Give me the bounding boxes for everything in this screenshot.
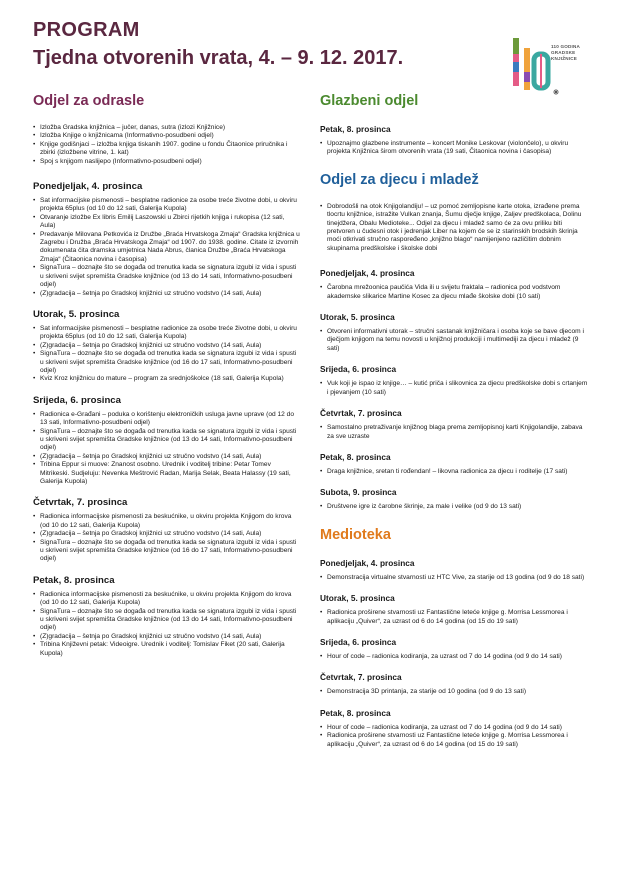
- list-item: • Radionica proširene stvarnosti uz Fantastične leteće knjige g. Morrisa Lessmorea i aplikaciju „Quiver“, za uzrast od 6 do 14 godina (od 15 do 19 sati): [320, 732, 590, 749]
- day-block: [320, 312, 590, 353]
- list-item: • Spoj s knjigom naslijepo (Informativno-posudbeni odjel): [33, 158, 301, 166]
- day-heading: Utorak, 5. prosinca: [320, 593, 395, 604]
- list-item: • Hour of code – radionica kodiranja, za uzrast od 7 do 14 godina (od 9 do 14 sati): [320, 724, 590, 732]
- right-column: [320, 92, 590, 760]
- list-item: • Dobrodošli na otok Knjigolandiju! – uz pomoć zemljopisne karte otoka, izrađene prema tlocrtu knjižnice, istražite Vulkan znanja, Šumu dječje knjige, Zaljev predškolaca, Dolinu tinejdžera, Obalu Medioteke... Odjel za djecu i mladež samo će za ovu priliku biti pretvoren u čudesni otok i jedrenjak Liber na kojem će se iz starinskih brodskih škrinja moći otkrivati stručno raspoređeno „knjižno blago“ namijenjeno različitim dobnim skupinama predškolske i školske dobi: [320, 203, 590, 253]
- day-block: [33, 497, 301, 563]
- list-item: • Tribina Eppur si muove: Znanost osobno. Urednik i voditelj tribine: Petar Tomev Mitrikeski. Sudjeluju: Nevenka Meštrović Radan, Marija Selak, Beata Halassy (19 sati, Galerija Kupola): [33, 461, 301, 486]
- list-item: • Tribina Književni petak: Videoigre. Urednik i voditelj: Tomislav Fiket (20 sati, Galerija Kupola): [33, 641, 301, 658]
- event-list: [320, 140, 590, 157]
- section-djeca: [320, 171, 590, 512]
- day-block: [320, 487, 590, 511]
- list-item: • (Z)gradacija – šetnja po Gradskoj knjižnici uz stručno vodstvo (14 sati, Aula): [33, 342, 301, 350]
- list-item: • Izložba Gradska knjižnica – jučer, danas, sutra (izlozi Knjižnice): [33, 124, 301, 132]
- list-item: • (Z)gradacija – šetnja po Gradskoj knjižnici uz stručno vodstvo (14 sati, Aula): [33, 453, 301, 461]
- list-item: • Izložba Knjige o knjižnicama (Informativno-posudbeni odjel): [33, 132, 301, 140]
- day-block: [33, 181, 301, 298]
- day-block: [320, 452, 590, 476]
- section-odrasle: [33, 92, 301, 658]
- section-title-odrasle: Odjel za odrasle: [33, 93, 145, 109]
- day-block: [320, 593, 590, 626]
- section-title-medioteka: Medioteka: [320, 526, 391, 543]
- djeca-intro-list: [320, 203, 590, 253]
- list-item: • Radionica e-Građani – poduka o korištenju elektroničkih usluga javne uprave (od 12 do 13 sati, Informativno-posudbeni odjel): [33, 411, 301, 428]
- list-item: • Društvene igre iz čarobne škrinje, za male i velike (od 9 do 13 sati): [320, 503, 590, 511]
- list-item: • SignaTura – doznajte što se događa od trenutka kada se signatura izgubi iz vida i spusti u skriveni svijet spremišta Gradske knjižnice (od 13 do 14 sati, Informativno-posudbeni odjel): [33, 608, 301, 633]
- list-item: • Otvaranje izložbe Ex libris Emilij Laszowski u Zbirci rijetkih knjiga i rukopisa (12 sati, Aula): [33, 214, 301, 231]
- day-block: [33, 575, 301, 658]
- event-list: [320, 424, 590, 441]
- day-heading: Utorak, 5. prosinca: [33, 308, 120, 320]
- page-title: PROGRAM: [33, 19, 140, 41]
- day-heading: Petak, 8. prosinca: [33, 574, 115, 586]
- logo-110-graphic: [510, 30, 600, 100]
- list-item: • Samostalno pretraživanje knjižnog blaga prema zemljopisnoj karti Knjigolandije, zabava za sve uzraste: [320, 424, 590, 441]
- list-item: • Vuk koji je ispao iz knjige… – kutić priča i slikovnica za djecu predškolske dobi s crtanjem i pjevanjem (10 sati): [320, 380, 590, 397]
- day-heading: Petak, 8. prosinca: [320, 124, 391, 134]
- section-title-glazbeni: Glazbeni odjel: [320, 93, 419, 109]
- day-heading: Subota, 9. prosinca: [320, 487, 397, 498]
- event-list: [33, 325, 301, 384]
- day-heading: Srijeda, 6. prosinca: [320, 636, 397, 647]
- list-item: • Demonstracija virtualne stvarnosti uz HTC Vive, za starije od 13 godina (od 9 do 18 sati): [320, 574, 590, 582]
- odrasle-content: [33, 124, 301, 658]
- day-heading: Ponedjeljak, 4. prosinca: [320, 557, 415, 568]
- event-list: [33, 591, 301, 658]
- list-item: • Knjige godišnjaci – izložba knjiga tiskanih 1907. godine u fondu Čitaonice priručnika i zbirki (izložbene vitrine, 1. kat): [33, 141, 301, 158]
- djeca-content: [320, 203, 590, 512]
- event-list: [33, 513, 301, 563]
- day-block: [320, 558, 590, 582]
- day-block: [33, 395, 301, 487]
- list-item: • Otvoreni informativni utorak – stručni sastanak knjižničara i osoba koje se bave djecom i dječjom knjigom na temu novosti u knjižnoj produkciji i multimediji za djecu i mladež (9 sati): [320, 328, 590, 353]
- day-block: [320, 268, 590, 301]
- page-subtitle: Tjedna otvorenih vrata, 4. – 9. 12. 2017.: [33, 47, 404, 69]
- event-list: [320, 468, 590, 476]
- list-item: • Radionica informacijske pismenosti za beskućnike, u okviru projekta Knjigom do krova (od 10 do 12 sati, Galerija Kupola): [33, 513, 301, 530]
- list-item: • SignaTura – doznajte što se događa od trenutka kada se signatura izgubi iz vida i spusti u skriveni svijet spremišta Gradske knjižnice (od 16 do 17 sati, Informativno-posudbeni odjel): [33, 350, 301, 375]
- page-header: [33, 18, 493, 71]
- day-block: [320, 672, 590, 696]
- list-item: • Demonstracija 3D printanja, za starije od 10 godina (od 9 do 13 sati): [320, 688, 590, 696]
- list-item: • Hour of code – radionica kodiranja, za uzrast od 7 do 14 godina (od 9 do 14 sati): [320, 653, 590, 661]
- day-heading: Ponedjeljak, 4. prosinca: [33, 181, 143, 193]
- list-item: • (Z)gradacija – šetnja po Gradskoj knjižnici uz stručno vodstvo (14 sati, Aula): [33, 290, 301, 298]
- event-list: [320, 688, 590, 696]
- event-list: [320, 653, 590, 661]
- event-list: [33, 411, 301, 487]
- day-heading: Petak, 8. prosinca: [320, 451, 391, 462]
- list-item: • SignaTura – doznajte što se događa od trenutka kada se signatura izgubi iz vida i spusti u skriveni svijet spremišta Gradske knjižnice (od 16 do 17 sati, Informativno-posudbeni odjel): [33, 539, 301, 564]
- list-item: • SignaTura – doznajte što se događa od trenutka kada se signatura izgubi iz vida i spusti u skriveni svijet spremišta Gradske knjižnice (od 13 do 14 sati, Informativno-posudbeni odjel): [33, 428, 301, 453]
- day-block: [320, 637, 590, 661]
- day-heading: Utorak, 5. prosinca: [320, 312, 395, 323]
- day-heading: Srijeda, 6. prosinca: [33, 394, 121, 406]
- logo-text: 110 GODINA GRADSKE KNJIŽNICE: [551, 44, 581, 62]
- section-title-djeca: Odjel za djecu i mladež: [320, 171, 479, 188]
- event-list: [320, 284, 590, 301]
- event-list: [320, 574, 590, 582]
- event-list: [320, 328, 590, 353]
- day-block: [33, 309, 301, 384]
- list-item: • Radionica proširene stvarnosti uz Fantastične leteće knjige g. Morrisa Lessmorea i aplikaciju „Quiver“, za uzrast od 6 do 14 godina (od 15 do 19 sati): [320, 609, 590, 626]
- event-list: [320, 380, 590, 397]
- day-heading: Četvrtak, 7. prosinca: [320, 672, 402, 683]
- day-heading: Četvrtak, 7. prosinca: [33, 497, 128, 509]
- event-list: [33, 197, 301, 298]
- left-column: [33, 92, 301, 669]
- section-medioteka: [320, 526, 590, 749]
- list-item: • Draga knjižnice, sretan ti rođendan! – likovna radionica za djecu i roditelje (17 sati): [320, 468, 590, 476]
- list-item: • Kviz Kroz knjižnicu do mature – program za srednjoškolce (18 sati, Galerija Kupola): [33, 375, 301, 383]
- section-glazbeni: [320, 92, 590, 157]
- event-list: [320, 724, 590, 749]
- day-block: [320, 364, 590, 397]
- glazbeni-content: [320, 124, 590, 157]
- list-item: • Radionica informacijske pismenosti za beskućnike, u okviru projekta Knjigom do krova (od 10 do 12 sati, Galerija Kupola): [33, 591, 301, 608]
- list-item: • (Z)gradacija – šetnja po Gradskoj knjižnici uz stručno vodstvo (14 sati, Aula): [33, 633, 301, 641]
- list-item: • Predavanje Milovana Petkovića iz Družbe „Braća Hrvatskoga Zmaja“ Gradska knjižnica u Zagrebu i Družba „Braća Hrvatskoga Zmaja“ od 1907. do 1938. godine. Citate iz izvornih dokumenata čita dramska umjetnica Nada Abrus, članica Družbe „Braća Hrvatskoga Zmaja“ (Čitaonica novina i časopisa): [33, 231, 301, 265]
- day-heading: Srijeda, 6. prosinca: [320, 364, 397, 375]
- medioteka-content: [320, 558, 590, 749]
- list-item: • Upoznajmo glazbene instrumente – koncert Monike Leskovar (violončelo), u okviru projekta Knjižnica širom otvorenih vrata (19 sati, Čitaonica novina i časopisa): [320, 140, 590, 157]
- list-item: • Sat informacijske pismenosti – besplatne radionice za osobe treće životne dobi, u okviru projekta 65plus (od 10 do 12 sati, Galerija Kupola): [33, 325, 301, 342]
- event-list: [320, 503, 590, 511]
- day-heading: Ponedjeljak, 4. prosinca: [320, 268, 415, 279]
- odrasle-intro-list: [33, 124, 301, 166]
- day-block: [320, 408, 590, 441]
- day-heading: Četvrtak, 7. prosinca: [320, 408, 402, 419]
- day-block: [320, 708, 590, 749]
- day-block: [320, 124, 590, 157]
- event-list: [320, 609, 590, 626]
- list-item: • Čarobna mrežoonica paučića Vida ili u svijetu fraktala – radionica pod vodstvom akademske slikarice Martine Kosec za djecu mlađe školske dobi (10 sati): [320, 284, 590, 301]
- day-heading: Petak, 8. prosinca: [320, 707, 391, 718]
- list-item: • (Z)gradacija – šetnja po Gradskoj knjižnici uz stručno vodstvo (14 sati, Aula): [33, 530, 301, 538]
- list-item: • Sat informacijske pismenosti – besplatne radionice za osobe treće životne dobi, u okviru projekta 65plus (od 10 do 12 sati, Galerija Kupola): [33, 197, 301, 214]
- list-item: • SignaTura – doznajte što se događa od trenutka kada se signatura izgubi iz vida i spusti u skriveni svijet spremišta Gradske knjižnice (od 13 do 14 sati, Informativno-posudbeni odjel): [33, 264, 301, 289]
